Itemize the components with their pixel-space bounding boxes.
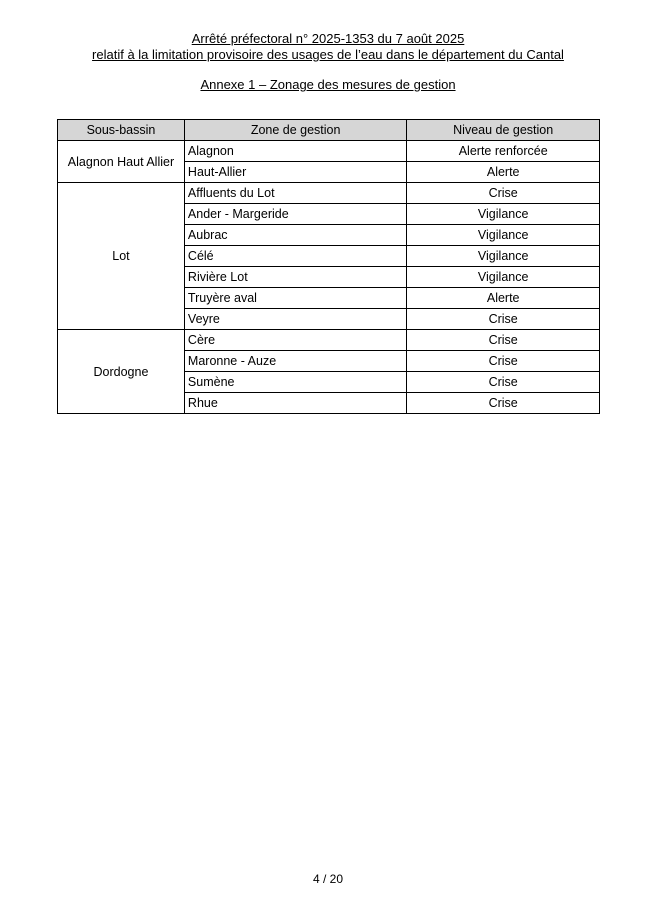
decree-subtitle: relatif à la limitation provisoire des usages de l’eau dans le département du Cantal: [92, 47, 564, 62]
level-cell: Crise: [407, 309, 600, 330]
zone-cell: Sumène: [184, 372, 406, 393]
table-row: [58, 183, 600, 204]
zone-cell: Maronne - Auze: [184, 351, 406, 372]
table-row: [58, 330, 600, 351]
table-header-row: [58, 120, 600, 141]
basin-cell: Lot: [58, 183, 185, 330]
zone-cell: Célé: [184, 246, 406, 267]
basin-cell: Alagnon Haut Allier: [58, 141, 185, 183]
level-cell: Vigilance: [407, 267, 600, 288]
zone-cell: Ander - Margeride: [184, 204, 406, 225]
document-header: [0, 31, 656, 63]
management-zones-table: [57, 119, 600, 414]
level-cell: Crise: [407, 372, 600, 393]
level-cell: Alerte: [407, 162, 600, 183]
level-cell: Crise: [407, 351, 600, 372]
level-cell: Crise: [407, 393, 600, 414]
zone-cell: Cère: [184, 330, 406, 351]
zone-cell: Haut-Allier: [184, 162, 406, 183]
level-cell: Crise: [407, 330, 600, 351]
level-cell: Alerte: [407, 288, 600, 309]
column-header-zone-de-gestion: Zone de gestion: [184, 120, 406, 141]
column-header-sous-bassin: Sous-bassin: [58, 120, 185, 141]
zone-cell: Veyre: [184, 309, 406, 330]
zone-cell: Aubrac: [184, 225, 406, 246]
table-row: [58, 141, 600, 162]
zone-cell: Affluents du Lot: [184, 183, 406, 204]
column-header-niveau-de-gestion: Niveau de gestion: [407, 120, 600, 141]
zone-cell: Alagnon: [184, 141, 406, 162]
zone-cell: Rivière Lot: [184, 267, 406, 288]
zone-cell: Truyère aval: [184, 288, 406, 309]
annex-title: Annexe 1 – Zonage des mesures de gestion: [200, 77, 456, 92]
decree-title: Arrêté préfectoral n° 2025-1353 du 7 août 2025: [191, 31, 465, 46]
table-body: [58, 141, 600, 414]
level-cell: Alerte renforcée: [407, 141, 600, 162]
level-cell: Vigilance: [407, 204, 600, 225]
page-number: 4 / 20: [312, 872, 344, 886]
level-cell: Vigilance: [407, 225, 600, 246]
level-cell: Crise: [407, 183, 600, 204]
zone-cell: Rhue: [184, 393, 406, 414]
basin-cell: Dordogne: [58, 330, 185, 414]
level-cell: Vigilance: [407, 246, 600, 267]
